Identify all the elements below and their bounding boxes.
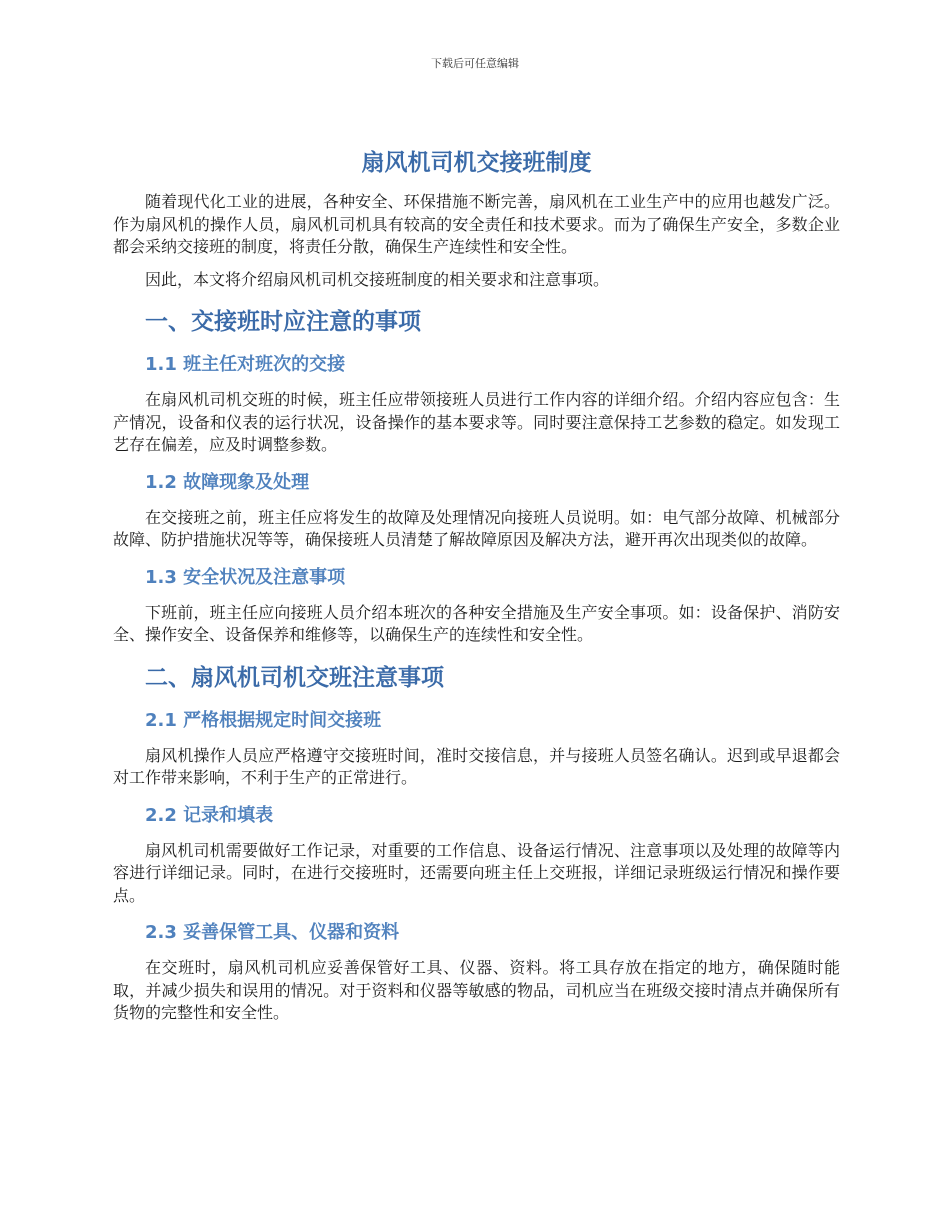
document-title: 扇风机司机交接班制度 <box>361 150 592 176</box>
subsection-paragraph: 扇风机操作人员应严格遵守交接班时间，准时交接信息，并与接班人员签名确认。迟到或早退都会对工作带来影响，不利于生产的正常进行。 <box>113 745 840 787</box>
subsection-paragraph: 下班前，班主任应向接班人员介绍本班次的各种安全措施及生产安全事项。如：设备保护、消防安全、操作安全、设备保养和维修等，以确保生产的连续性和安全性。 <box>113 602 840 644</box>
subsection-paragraph: 在交接班之前，班主任应将发生的故障及处理情况向接班人员说明。如：电气部分故障、机械部分故障、防护措施状况等等，确保接班人员清楚了解故障原因及解决方法，避开再次出现类似的故障。 <box>113 507 840 549</box>
intro-paragraph: 随着现代化工业的进展，各种安全、环保措施不断完善，扇风机在工业生产中的应用也越发广泛。作为扇风机的操作人员，扇风机司机具有较高的安全责任和技术要求。而为了确保生产安全，多数企业都会采纳交接班的制度，将责任分散，确保生产连续性和安全性。 <box>113 192 840 256</box>
subsection-heading: 2.2 记录和填表 <box>145 804 274 826</box>
subsection-heading: 2.1 严格根据规定时间交接班 <box>145 709 382 731</box>
document-body <box>113 145 840 1035</box>
subsection-paragraph: 扇风机司机需要做好工作记录，对重要的工作信息、设备运行情况、注意事项以及处理的故障等内容进行详细记录。同时，在进行交接班时，还需要向班主任上交班报，详细记录班级运行情况和操作要点。 <box>113 840 840 905</box>
subsection-heading: 1.2 故障现象及处理 <box>145 471 310 493</box>
subsection-heading: 1.1 班主任对班次的交接 <box>145 354 346 375</box>
subsection-heading: 2.3 妥善保管工具、仪器和资料 <box>145 922 400 943</box>
section-heading: 一、交接班时应注意的事项 <box>145 309 421 335</box>
intro-paragraph: 因此，本文将介绍扇风机司机交接班制度的相关要求和注意事项。 <box>145 269 610 289</box>
subsection-paragraph: 在扇风机司机交班的时候，班主任应带领接班人员进行工作内容的详细介绍。介绍内容应包含：生产情况，设备和仪表的运行状况，设备操作的基本要求等。同时要注意保持工艺参数的稳定。如发现工艺存在偏差，应及时调整参数。 <box>113 390 840 454</box>
subsection-heading: 1.3 安全状况及注意事项 <box>145 566 346 588</box>
header-note: 下载后可任意编辑 <box>431 57 519 70</box>
section-heading: 二、扇风机司机交班注意事项 <box>145 664 444 691</box>
subsection-paragraph: 在交班时，扇风机司机应妥善保管好工具、仪器、资料。将工具存放在指定的地方，确保随时能取，并减少损失和误用的情况。对于资料和仪器等敏感的物品，司机应当在班级交接时清点并确保所有货物的完整性和安全性。 <box>113 958 840 1022</box>
